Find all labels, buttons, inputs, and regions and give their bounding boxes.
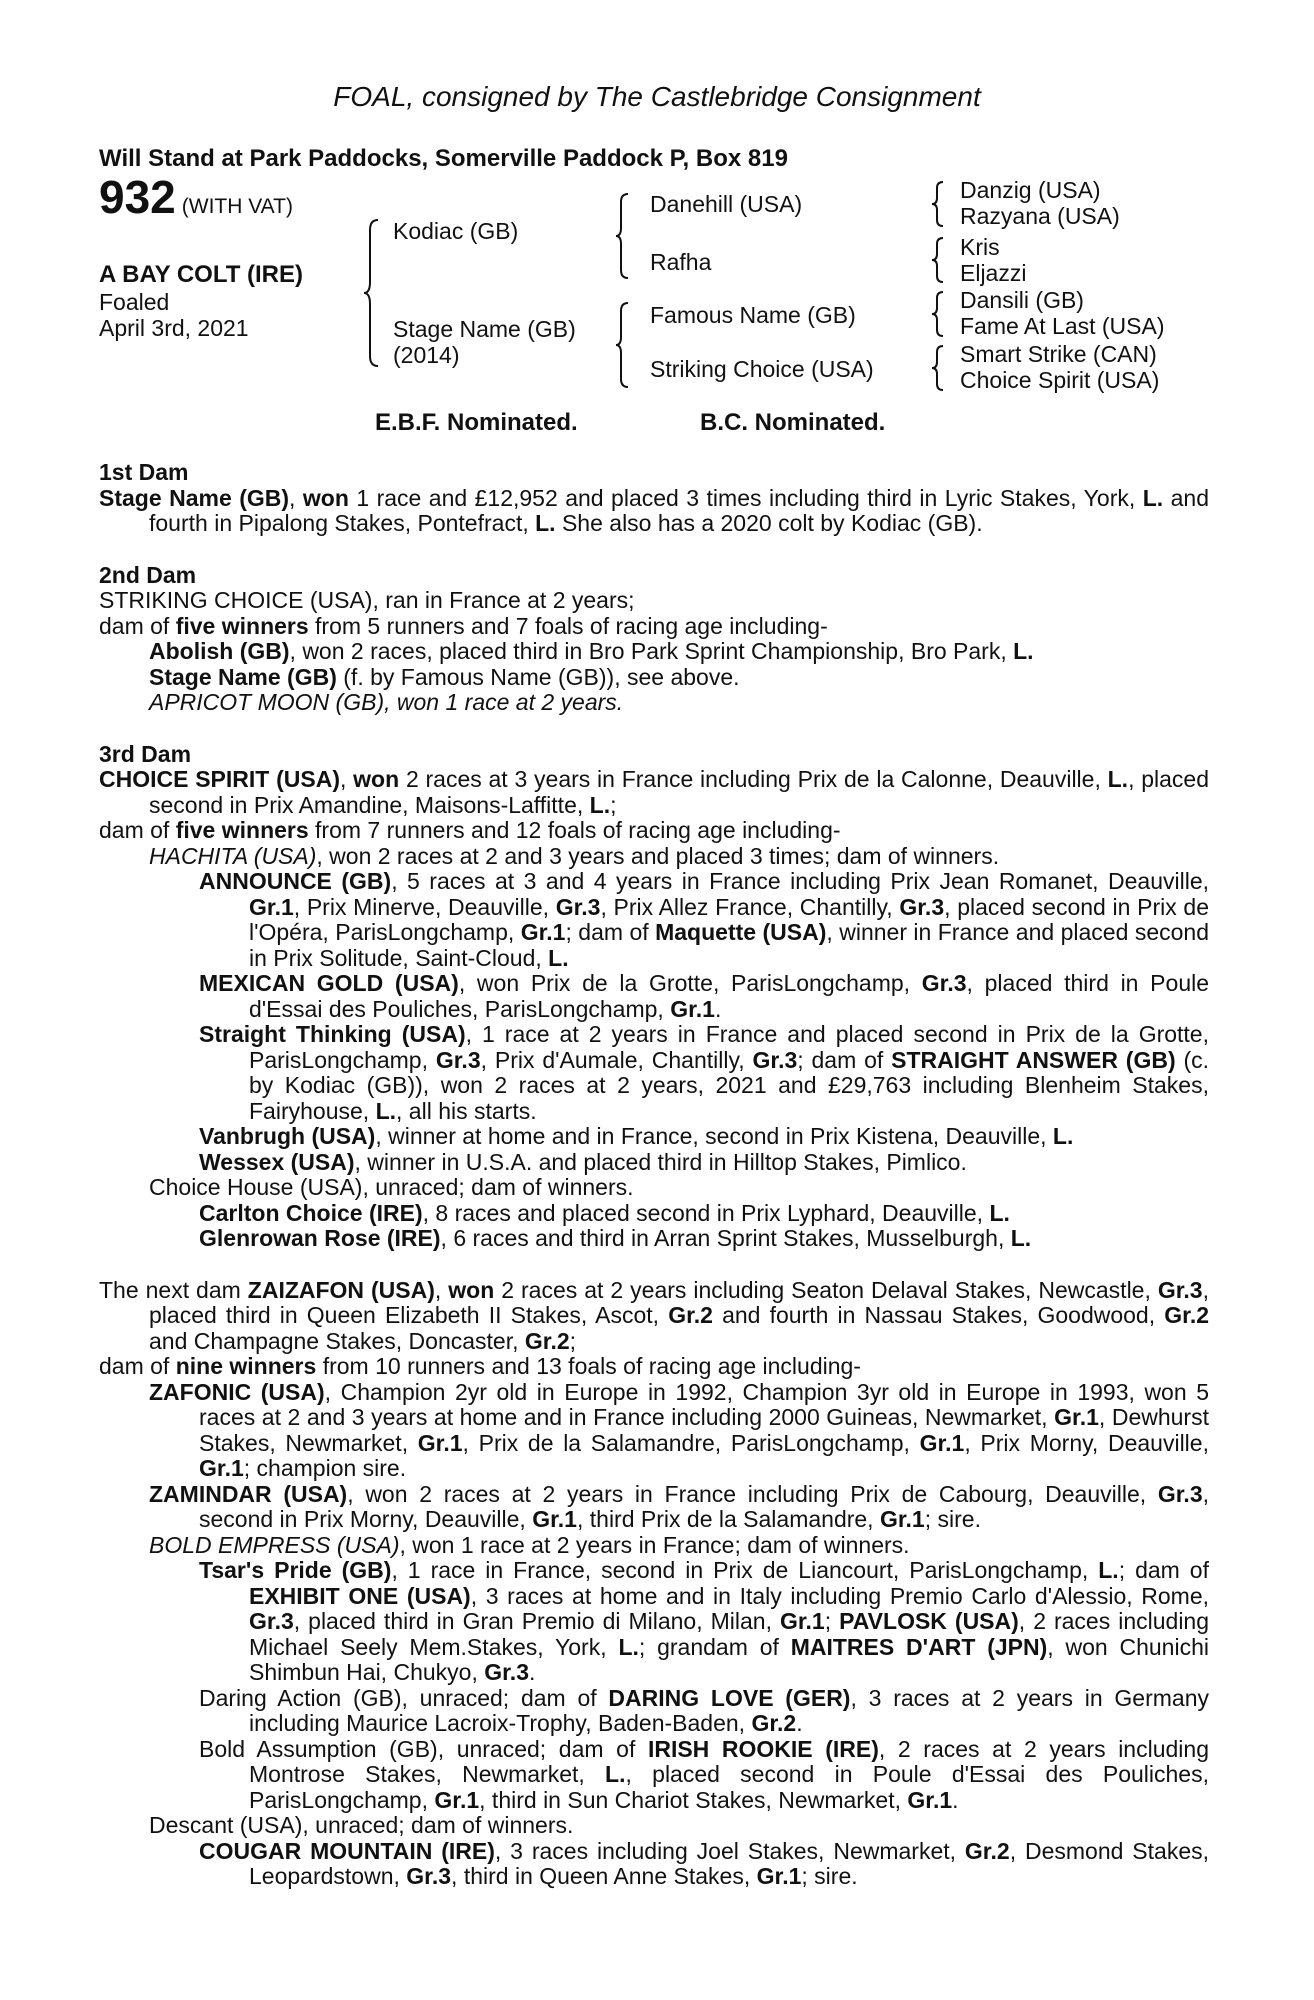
consignor-header: FOAL, consigned by The Castlebridge Consignment	[333, 81, 981, 112]
produce-wessex: Wessex (USA), winner in U.S.A. and placed third in Hilltop Stakes, Pimlico.	[199, 1148, 967, 1175]
foaled-info	[99, 290, 299, 341]
produce-bold-empress: BOLD EMPRESS (USA), won 1 race at 2 years in France; dam of winners.	[149, 1531, 910, 1558]
produce-zafonic: ZAFONIC (USA), Champion 2yr old in Europe in 1992, Champion 3yr old in Europe in 1993, won 5 races at 2 and 3 years at home and in France including 2000 Guineas, Newmarket, Gr.1, Dewhurst Stakes, Newmarket, Gr.1, Prix de la Salamandre, ParisLongchamp, Gr.1, Prix Morny, Deauville, Gr.1; champion sire.	[149, 1378, 1209, 1481]
produce-tsars-pride: Tsar's Pride (GB), 1 race in France, second in Prix de Liancourt, ParisLongchamp, L.; dam of EXHIBIT ONE (USA), 3 races at home and in Italy including Premio Carlo d'Alessio, Rome, Gr.3, placed third in Gran Premio di Milano, Milan, Gr.1; PAVLOSK (USA), 2 races including Michael Seely Mem.Stakes, York, L.; grandam of MAITRES D'ART (JPN), won Chunichi Shimbun Hai, Chukyo, Gr.3.	[199, 1557, 1210, 1685]
horse-name: A BAY COLT (IRE)	[99, 261, 304, 288]
first-dam-entry: Stage Name (GB), won 1 race and £12,952 and placed 3 times including third in Lyric Stakes, York, L. and fourth in Pipalong Stakes, Pontefract, L. She also has a 2020 colt by Kodiac (GB).	[99, 484, 1210, 536]
produce-carlton-choice: Carlton Choice (IRE), 8 races and placed second in Prix Lyphard, Deauville, L.	[199, 1199, 1010, 1226]
pedigree-dam: Stage Name (GB)	[393, 316, 576, 342]
produce-cougar-mountain: COUGAR MOUNTAIN (IRE), 3 races including Joel Stakes, Newmarket, Gr.2, Desmond Stakes, Leopardstown, Gr.3, third in Queen Anne Stakes, Gr.1; sire.	[199, 1837, 1209, 1889]
produce-announce: ANNOUNCE (GB), 5 races at 3 and 4 years in France including Prix Jean Romanet, Deauville, Gr.1, Prix Minerve, Deauville, Gr.3, Prix Allez France, Chantilly, Gr.3, placed second in Prix de l'Opéra, ParisLongchamp, Gr.1; dam of Maquette (USA), winner in France and placed second in Prix Solitude, Saint-Cloud, L.	[199, 868, 1210, 971]
pedigree-dds: Smart Strike (CAN)	[960, 341, 1157, 367]
produce-mexican-gold: MEXICAN GOLD (USA), won Prix de la Grotte, ParisLongchamp, Gr.3, placed third in Poule d'Essai des Pouliches, ParisLongchamp, Gr.1.	[199, 970, 1210, 1022]
brace-ds	[932, 290, 946, 338]
brace-dd	[932, 344, 946, 392]
next-dam-produce-summary: dam of nine winners from 10 runners and 13 foals of racing age including-	[99, 1353, 861, 1379]
main-brace	[364, 218, 384, 368]
first-dam-heading: 1st Dam	[99, 459, 189, 485]
pedigree-dam-dam: Striking Choice (USA)	[650, 356, 874, 382]
bc-nominated: B.C. Nominated.	[700, 409, 886, 436]
produce-choice-house: Choice House (USA), unraced; dam of winners.	[149, 1174, 634, 1200]
produce-apricot-moon: APRICOT MOON (GB), won 1 race at 2 years.	[149, 689, 624, 715]
produce-abolish: Abolish (GB), won 2 races, placed third in Bro Park Sprint Championship, Bro Park, L.	[149, 638, 1034, 664]
brace-ss	[932, 180, 946, 228]
pedigree-dsd: Fame At Last (USA)	[960, 313, 1165, 339]
pedigree-sds: Kris	[960, 234, 1000, 260]
brace-sd	[932, 236, 946, 284]
next-dam-entry: The next dam ZAIZAFON (USA), won 2 races at 2 years including Seaton Delaval Stakes, Newcastle, Gr.3, placed third in Queen Elizabeth II Stakes, Ascot, Gr.2 and fourth in Nassau Stakes, Goodwood, Gr.2 and Champagne Stakes, Doncaster, Gr.2;	[99, 1276, 1210, 1354]
pedigree-ssd: Razyana (USA)	[960, 203, 1120, 229]
foaled-date: April 3rd, 2021	[99, 314, 249, 341]
vat-label: (WITH VAT)	[181, 195, 293, 218]
produce-bold-assumption: Bold Assumption (GB), unraced; dam of IRISH ROOKIE (IRE), 2 races at 2 years including Montrose Stakes, Newmarket, L., placed second in Poule d'Essai des Pouliches, ParisLongchamp, Gr.1, third in Sun Chariot Stakes, Newmarket, Gr.1.	[199, 1735, 1209, 1813]
produce-zamindar: ZAMINDAR (USA), won 2 races at 2 years in France including Prix de Cabourg, Deauville, Gr.3, second in Prix Morny, Deauville, Gr.1, third Prix de la Salamandre, Gr.1; sire.	[149, 1480, 1210, 1532]
produce-daring-action: Daring Action (GB), unraced; dam of DARING LOVE (GER), 3 races at 2 years in Germany including Maurice Lacroix-Trophy, Baden-Baden, Gr.2.	[199, 1684, 1209, 1736]
ebf-nominated: E.B.F. Nominated.	[375, 409, 578, 436]
produce-straight-thinking: Straight Thinking (USA), 1 race at 2 years in France and placed second in Prix de la Grotte, ParisLongchamp, Gr.3, Prix d'Aumale, Chantilly, Gr.3; dam of STRAIGHT ANSWER (GB) (c. by Kodiac (GB)), won 2 races at 2 years, 2021 and £29,763 including Blenheim Stakes, Fairyhouse, L., all his starts.	[199, 1021, 1210, 1124]
foaled-label: Foaled	[99, 289, 170, 315]
second-dam-line: STRIKING CHOICE (USA), ran in France at 2 years;	[99, 587, 635, 613]
produce-glenrowan-rose: Glenrowan Rose (IRE), 6 races and third in Arran Sprint Stakes, Musselburgh, L.	[199, 1225, 1032, 1251]
lot-number: 932	[99, 171, 176, 223]
pedigree-sire-dam: Rafha	[650, 249, 712, 275]
produce-vanbrugh: Vanbrugh (USA), winner at home and in France, second in Prix Kistena, Deauville, L.	[199, 1123, 1074, 1149]
produce-stage-name: Stage Name (GB) (f. by Famous Name (GB)), see above.	[149, 663, 740, 690]
pedigree-sire: Kodiac (GB)	[393, 218, 519, 244]
pedigree-dam-year: (2014)	[393, 342, 460, 368]
third-dam-entry: CHOICE SPIRIT (USA), won 2 races at 3 years in France including Prix de la Calonne, Deauville, L., placed second in Prix Amandine, Maisons-Laffitte, L.;	[99, 766, 1210, 818]
pedigree-sdd: Eljazzi	[960, 260, 1027, 286]
pedigree-sire-sire: Danehill (USA)	[650, 191, 803, 217]
produce-descant: Descant (USA), unraced; dam of winners.	[149, 1812, 574, 1838]
dam-brace	[616, 301, 632, 389]
third-dam-heading: 3rd Dam	[99, 740, 192, 767]
second-dam-produce-summary: dam of five winners from 5 runners and 7 foals of racing age including-	[99, 612, 828, 639]
produce-hachita: HACHITA (USA), won 2 races at 2 and 3 years and placed 3 times; dam of winners.	[149, 842, 1000, 869]
third-dam-produce-summary: dam of five winners from 7 runners and 12 foals of racing age including-	[99, 817, 841, 843]
stand-location: Will Stand at Park Paddocks, Somerville Paddock P, Box 819	[99, 145, 788, 172]
sire-brace	[616, 192, 632, 280]
produce-record	[99, 460, 1209, 1890]
lot-number-block	[99, 171, 293, 223]
pedigree-sss: Danzig (USA)	[960, 177, 1101, 203]
second-dam-heading: 2nd Dam	[99, 561, 197, 588]
pedigree-dam-sire: Famous Name (GB)	[650, 302, 856, 328]
pedigree-dss: Dansili (GB)	[960, 287, 1084, 313]
pedigree-ddd: Choice Spirit (USA)	[960, 367, 1160, 393]
